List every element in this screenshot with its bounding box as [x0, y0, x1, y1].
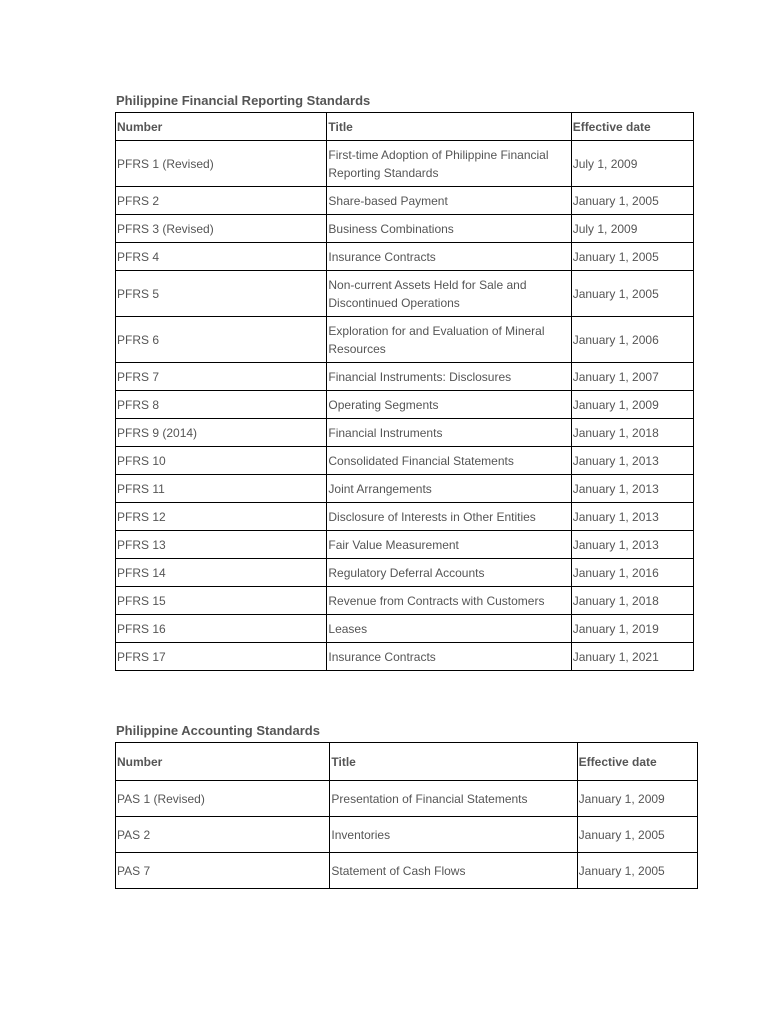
- table-row: [116, 817, 698, 853]
- standard-number: PFRS 6: [116, 317, 327, 363]
- effective-date: January 1, 2013: [571, 503, 693, 531]
- standard-number: PFRS 2: [116, 187, 327, 215]
- table-row: [116, 587, 694, 615]
- pfrs-table: [115, 112, 694, 671]
- standard-title: Financial Instruments: Disclosures: [327, 363, 571, 391]
- table-row: [116, 243, 694, 271]
- pfrs-section-title: Philippine Financial Reporting Standards: [116, 93, 371, 108]
- standard-number: PFRS 15: [116, 587, 327, 615]
- column-header-effective-date: Effective date: [571, 113, 693, 141]
- table-row: [116, 187, 694, 215]
- effective-date: January 1, 2018: [571, 587, 693, 615]
- pas-table: [115, 742, 698, 889]
- standard-title: Leases: [327, 615, 571, 643]
- table-row: [116, 531, 694, 559]
- effective-date: July 1, 2009: [571, 141, 693, 187]
- table-row: [116, 419, 694, 447]
- table-row: [116, 271, 694, 317]
- effective-date: January 1, 2007: [571, 363, 693, 391]
- effective-date: January 1, 2005: [577, 853, 697, 889]
- standard-number: PFRS 4: [116, 243, 327, 271]
- column-header-effective-date: Effective date: [577, 743, 697, 781]
- standard-number: PFRS 3 (Revised): [116, 215, 327, 243]
- effective-date: January 1, 2013: [571, 447, 693, 475]
- standard-number: PFRS 16: [116, 615, 327, 643]
- standard-title: Financial Instruments: [327, 419, 571, 447]
- effective-date: January 1, 2016: [571, 559, 693, 587]
- column-header-title: Title: [327, 113, 571, 141]
- table-row: [116, 559, 694, 587]
- standard-title: Operating Segments: [327, 391, 571, 419]
- standard-title: Share-based Payment: [327, 187, 571, 215]
- effective-date: January 1, 2013: [571, 475, 693, 503]
- effective-date: January 1, 2005: [571, 187, 693, 215]
- standard-title: Exploration for and Evaluation of Mineral Resources: [327, 317, 571, 363]
- standard-title: Presentation of Financial Statements: [330, 781, 577, 817]
- table-row: [116, 447, 694, 475]
- standard-number: PFRS 17: [116, 643, 327, 671]
- table-row: [116, 503, 694, 531]
- column-header-number: Number: [116, 113, 327, 141]
- standard-number: PAS 1 (Revised): [116, 781, 330, 817]
- standard-number: PAS 2: [116, 817, 330, 853]
- table-row: [116, 475, 694, 503]
- table-row: [116, 643, 694, 671]
- standard-number: PFRS 12: [116, 503, 327, 531]
- table-row: [116, 615, 694, 643]
- effective-date: January 1, 2005: [571, 271, 693, 317]
- table-row: [116, 317, 694, 363]
- column-header-title: Title: [330, 743, 577, 781]
- table-row: [116, 141, 694, 187]
- table-row: [116, 781, 698, 817]
- standard-number: PFRS 13: [116, 531, 327, 559]
- standard-title: Regulatory Deferral Accounts: [327, 559, 571, 587]
- standard-title: Inventories: [330, 817, 577, 853]
- standard-number: PFRS 10: [116, 447, 327, 475]
- standard-number: PFRS 9 (2014): [116, 419, 327, 447]
- effective-date: January 1, 2009: [577, 781, 697, 817]
- standard-number: PAS 7: [116, 853, 330, 889]
- table-header-row: [116, 743, 698, 781]
- effective-date: January 1, 2005: [577, 817, 697, 853]
- pas-section-title: Philippine Accounting Standards: [116, 723, 320, 738]
- standard-number: PFRS 5: [116, 271, 327, 317]
- standard-number: PFRS 14: [116, 559, 327, 587]
- standard-title: Fair Value Measurement: [327, 531, 571, 559]
- standard-title: Statement of Cash Flows: [330, 853, 577, 889]
- standard-title: Revenue from Contracts with Customers: [327, 587, 571, 615]
- standard-title: Insurance Contracts: [327, 643, 571, 671]
- standard-title: Joint Arrangements: [327, 475, 571, 503]
- standard-number: PFRS 1 (Revised): [116, 141, 327, 187]
- standard-title: Non-current Assets Held for Sale and Discontinued Operations: [327, 271, 571, 317]
- effective-date: January 1, 2006: [571, 317, 693, 363]
- standard-title: Insurance Contracts: [327, 243, 571, 271]
- effective-date: January 1, 2019: [571, 615, 693, 643]
- effective-date: January 1, 2018: [571, 419, 693, 447]
- table-row: [116, 391, 694, 419]
- standard-number: PFRS 8: [116, 391, 327, 419]
- standard-title: Business Combinations: [327, 215, 571, 243]
- standard-title: First-time Adoption of Philippine Financial Reporting Standards: [327, 141, 571, 187]
- effective-date: January 1, 2005: [571, 243, 693, 271]
- effective-date: July 1, 2009: [571, 215, 693, 243]
- standard-number: PFRS 11: [116, 475, 327, 503]
- table-header-row: [116, 113, 694, 141]
- table-row: [116, 215, 694, 243]
- column-header-number: Number: [116, 743, 330, 781]
- effective-date: January 1, 2013: [571, 531, 693, 559]
- effective-date: January 1, 2009: [571, 391, 693, 419]
- standard-title: Disclosure of Interests in Other Entities: [327, 503, 571, 531]
- table-row: [116, 363, 694, 391]
- standard-title: Consolidated Financial Statements: [327, 447, 571, 475]
- standard-number: PFRS 7: [116, 363, 327, 391]
- effective-date: January 1, 2021: [571, 643, 693, 671]
- table-row: [116, 853, 698, 889]
